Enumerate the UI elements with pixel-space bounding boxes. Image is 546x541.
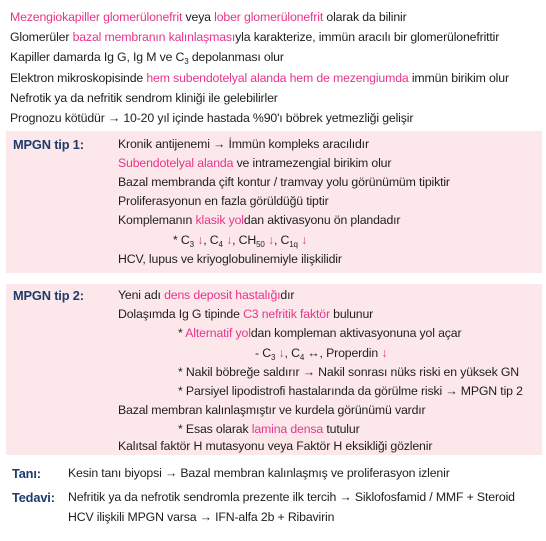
tip1-line-1: Kronik antijenemi → İmmün kompleks aracılıdır — [118, 137, 369, 151]
down-arrow-icon: ↓ — [226, 233, 233, 247]
intro-line-3: Kapiller damarda Ig G, Ig M ve $C_3$ depolanması olur — [10, 50, 284, 67]
mpgn-tip1-heading: MPGN tip 1: — [13, 137, 84, 152]
tani-label: Tanı: — [12, 466, 41, 481]
tip1-line-3: Bazal membranda çift kontur / tramvay yolu görünümüm tipiktir — [118, 175, 450, 189]
tip1-line-6-complements: * $C_3$ ↓, $C_4$ ↓, $CH_{50}$ ↓, $C_{1q}$ ↓ — [173, 233, 308, 249]
intro-line-4: Elektron mikroskopisinde hem subendotelyal alanda hem de mezengiumda immün birikim olur — [10, 70, 509, 85]
down-arrow-icon: ↓ — [278, 346, 285, 360]
tedavi-label: Tedavi: — [12, 490, 55, 505]
tip2-line-4-complements: - $C_3$ ↓, $C_4$ ↔, Properdin ↓ — [255, 346, 388, 362]
intro-line-6: Prognozu kötüdür → 10-20 yıl içinde hastada %90'ı böbrek yetmezliği gelişir — [10, 110, 414, 125]
tip2-line-6: * Parsiyel lipodistrofi hastalarında da görülme riski → MPGN tip 2 — [178, 384, 523, 398]
mpgn-tip2-box — [6, 284, 542, 455]
down-arrow-icon: ↓ — [381, 346, 388, 360]
down-arrow-icon: ↓ — [267, 233, 274, 247]
tedavi-text-2: HCV ilişkili MPGN varsa → IFN-alfa 2b + Ribavirin — [68, 510, 335, 524]
tip2-line-2: Dolaşımda Ig G tipinde C3 nefritik faktör bulunur — [118, 307, 374, 321]
down-arrow-icon: ↓ — [197, 233, 204, 247]
tani-text: Kesin tanı biyopsi → Bazal membran kalınlaşmış ve proliferasyon izlenir — [68, 466, 450, 480]
tedavi-text-1: Nefritik ya da nefrotik sendromla prezente ilk tercih → Siklofosfamid / MMF + Steroid — [68, 490, 515, 504]
tip1-line-7: HCV, lupus ve kriyoglobulinemiyle ilişkilidir — [118, 252, 342, 266]
tip2-line-7: Bazal membran kalınlaşmıştır ve kurdela görünümü vardır — [118, 403, 426, 417]
tip2-line-9: Kalıtsal faktör H mutasyonu veya Faktör H eksikliği gözlenir — [118, 439, 433, 453]
tip2-line-8: * Esas olarak lamina densa tutulur — [178, 422, 360, 436]
intro-line-1: Mezengiokapiller glomerülonefrit veya lober glomerülonefrit olarak da bilinir — [10, 10, 407, 24]
tip2-line-5: * Nakil böbreğe saldırır → Nakil sonrası nüks riski en yüksek GN — [178, 365, 519, 379]
mpgn-tip2-heading: MPGN tip 2: — [13, 288, 84, 303]
tip1-line-4: Proliferasyonun en fazla görüldüğü tiptir — [118, 194, 329, 208]
intro-section — [10, 7, 542, 128]
tip2-line-1: Yeni adı dens deposit hastalığıdır — [118, 288, 295, 302]
tip1-line-5: Komplemanın klasik yoldan aktivasyonu ön plandadır — [118, 213, 401, 227]
mpgn-tip1-box — [6, 131, 542, 273]
down-arrow-icon: ↓ — [301, 233, 308, 247]
tip1-line-2: Subendotelyal alanda ve intramezengial birikim olur — [118, 156, 392, 170]
intro-line-5: Nefrotik ya da nefritik sendrom kliniği ile gelebilirler — [10, 90, 278, 105]
intro-line-2: Glomerüler bazal membranın kalınlaşmasıyla karakterize, immün aracılı bir glomerülonefrittir — [10, 30, 500, 45]
tip2-line-3: * Alternatif yoldan kompleman aktivasyonuna yol açar — [178, 326, 462, 340]
